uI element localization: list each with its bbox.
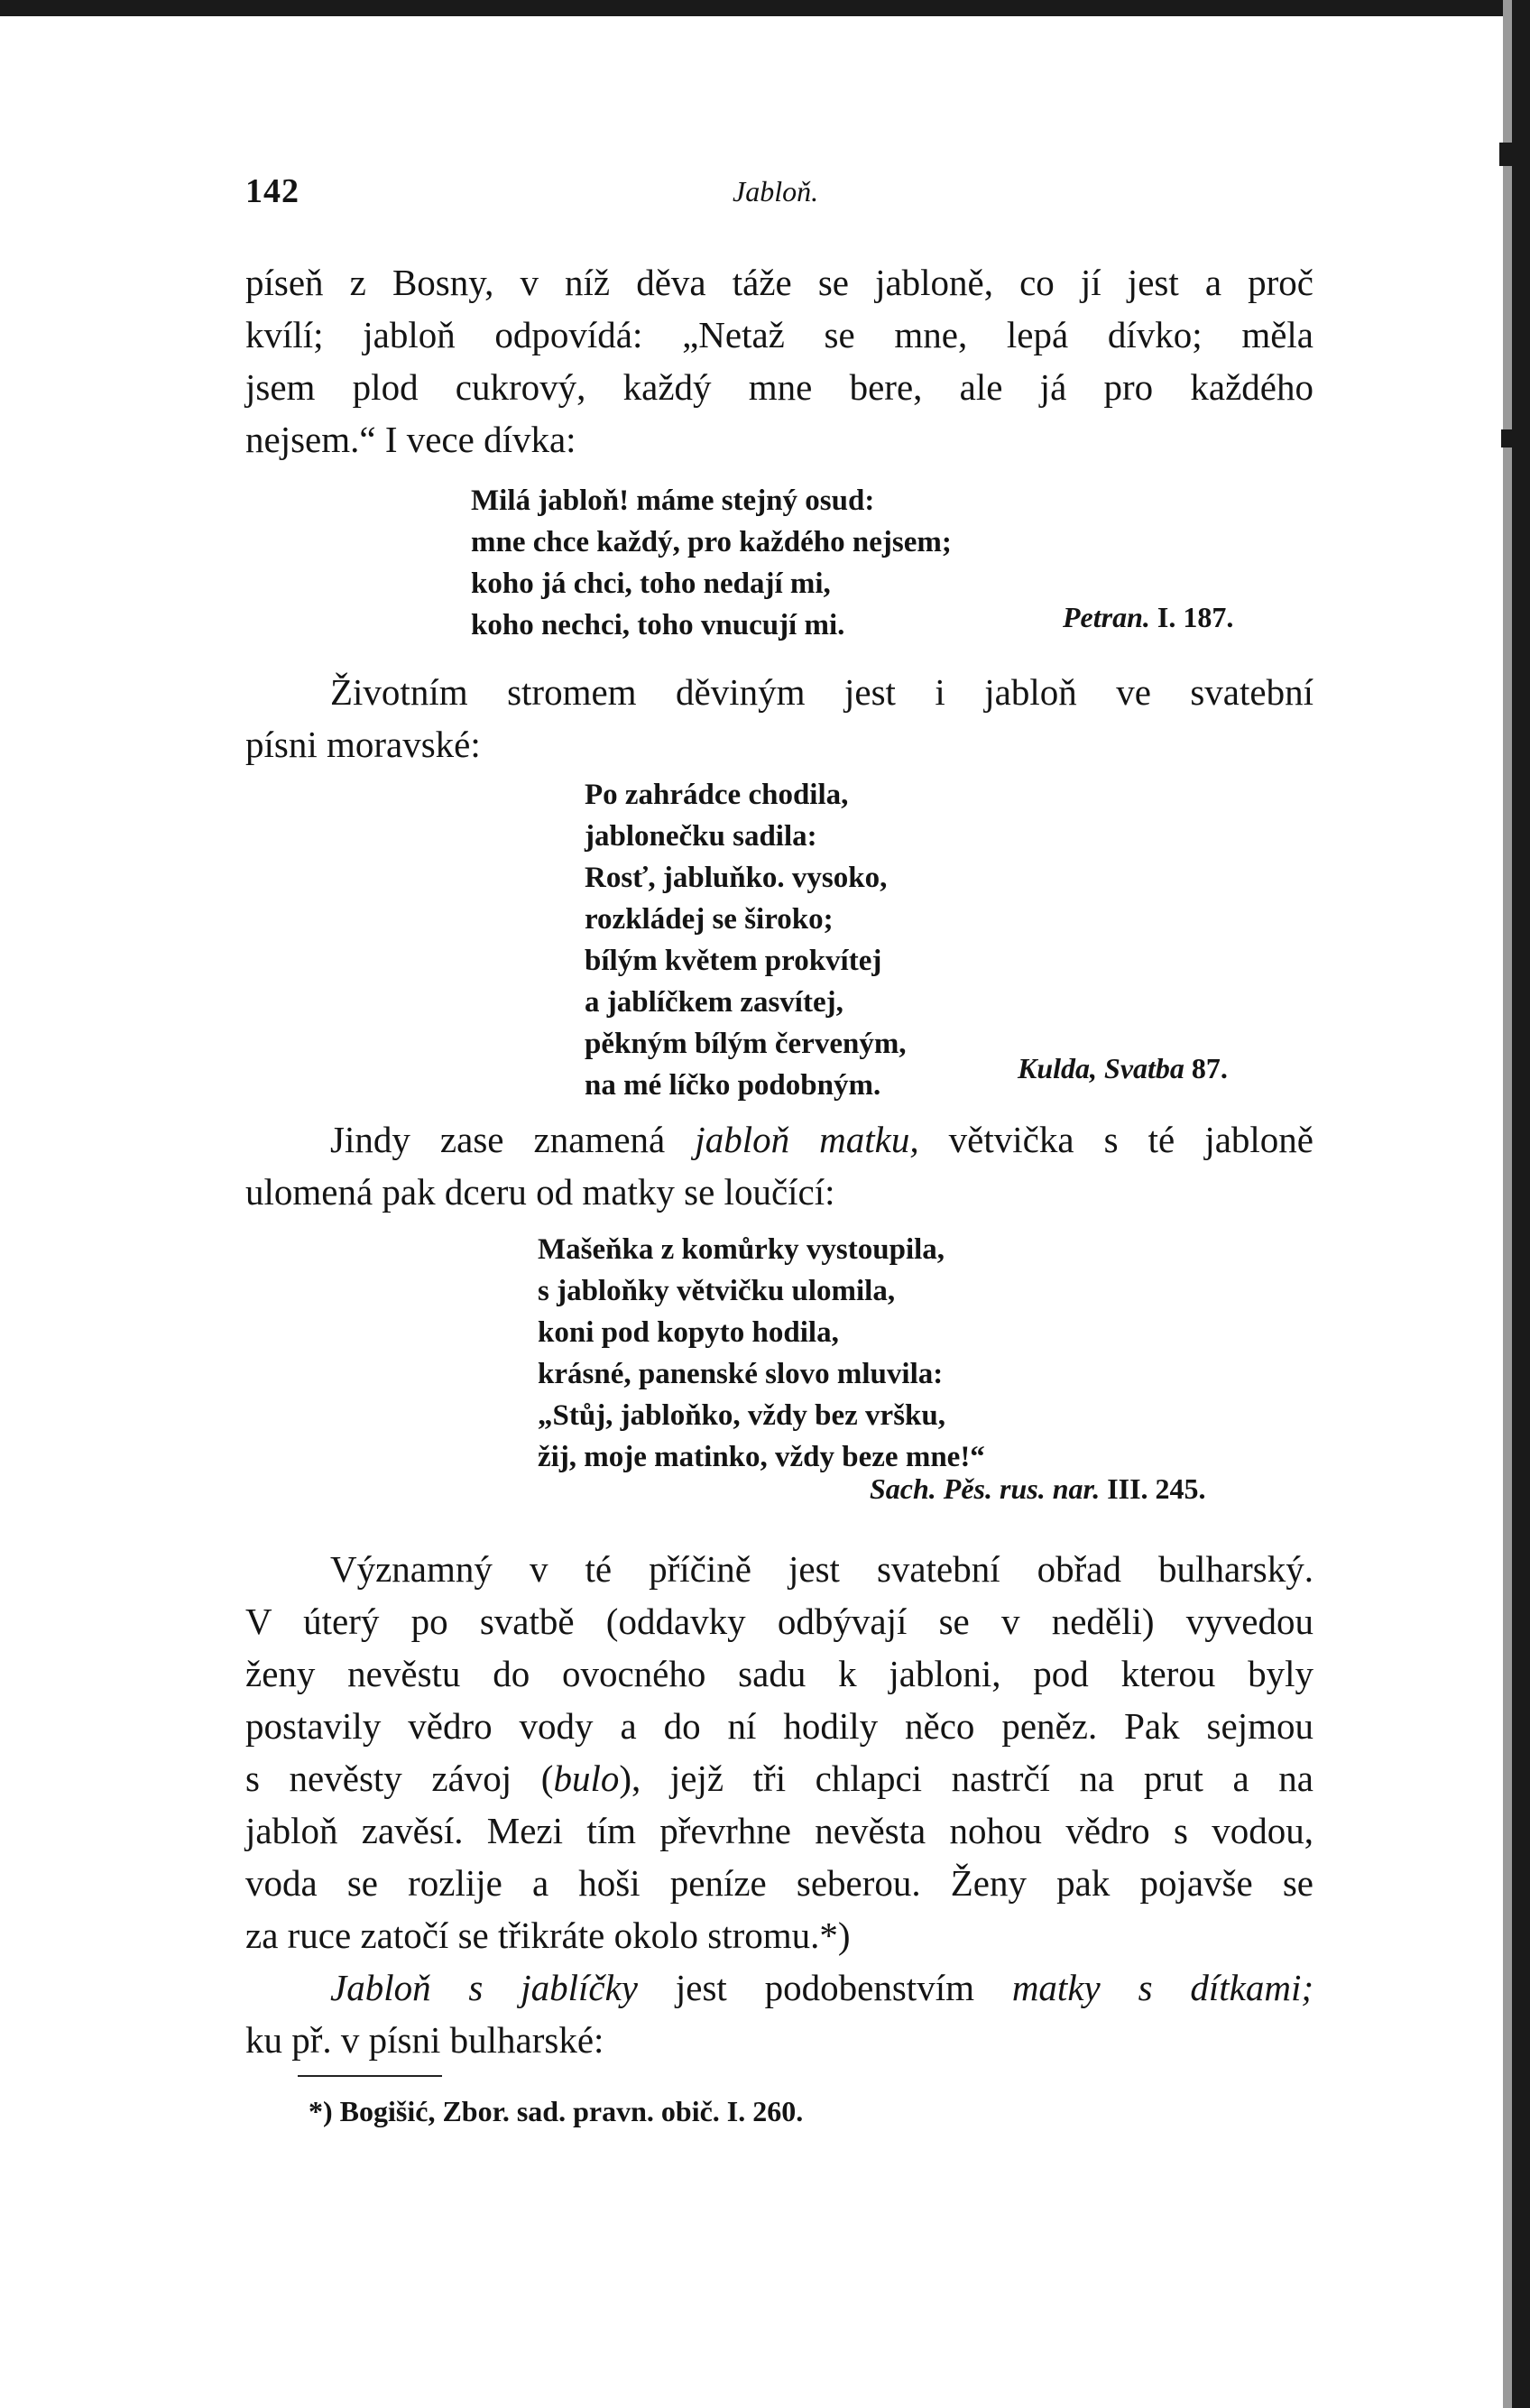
verse-line: s jabloňky větvičku ulomila, xyxy=(538,1275,896,1307)
text-line: Jindy zase znamená jabloň matku, větvička s té jabloně xyxy=(330,1119,1313,1160)
paragraph-3 xyxy=(245,1113,1313,1218)
verse-line: žij, moje matinko, vždy beze mne!“ xyxy=(538,1441,985,1473)
paragraph-2 xyxy=(245,666,1313,770)
text-line: V úterý po svatbě (oddavky odbývají se v neděli) vyvedou xyxy=(245,1601,1313,1642)
verse-line: koho nechci, toho vnucují mi. xyxy=(471,609,845,641)
text-line: ženy nevěstu do ovocného sadu k jabloni, pod kterou byly xyxy=(245,1653,1313,1694)
verse-line: a jablíčkem zasvítej, xyxy=(585,986,843,1019)
text-line: nejsem.“ I vece dívka: xyxy=(245,419,576,460)
verse-line: jablonečku sadila: xyxy=(585,820,817,853)
text-line: Jabloň s jablíčky jest podobenstvím matky s dítkami; xyxy=(330,1967,1314,2008)
text-line: postavily vědro vody a do ní hodily něco peněz. Pak sejmou xyxy=(245,1705,1313,1747)
verse-line: pěkným bílým červeným, xyxy=(585,1028,907,1060)
verse-2 xyxy=(585,774,907,1106)
text-line: písni moravské: xyxy=(245,724,481,765)
running-title: Jabloň. xyxy=(733,175,819,208)
text-line: ulomená pak dceru od matky se loučící: xyxy=(245,1171,835,1213)
verse-line: Rosť, jabluňko. vysoko, xyxy=(585,862,888,894)
text-line: ku př. v písni bulharské: xyxy=(245,2019,604,2061)
footnote-rule xyxy=(298,2075,442,2077)
text-line: píseň z Bosny, v níž děva táže se jabloně, co jí jest a proč xyxy=(245,262,1313,303)
verse-line: Po zahrádce chodila, xyxy=(585,779,849,811)
verse-line: mne chce každý, pro každého nejsem; xyxy=(471,526,952,558)
text-line: jsem plod cukrový, každý mne bere, ale já pro každého xyxy=(245,366,1313,408)
paragraph-1 xyxy=(245,256,1313,466)
text-line: Životním stromem děviným jest i jabloň ve svatební xyxy=(330,671,1313,713)
page-number: 142 xyxy=(245,172,300,210)
text-line: s nevěsty závoj (bulo), jejž tři chlapci nastrčí na prut a na xyxy=(245,1758,1313,1799)
verse-line: krásné, panenské slovo mluvila: xyxy=(538,1358,944,1390)
verse-line: rozkládej se široko; xyxy=(585,903,834,936)
verse-line: koni pod kopyto hodila, xyxy=(538,1316,839,1349)
verse-line: koho já chci, toho nedají mi, xyxy=(471,567,831,600)
verse-line: „Stůj, jabloňko, vždy bez vršku, xyxy=(538,1399,945,1432)
text-line: za ruce zatočí se třikráte okolo stromu.*) xyxy=(245,1914,851,1956)
verse-3-source: Sach. Pěs. rus. nar. III. 245. xyxy=(870,1472,1206,1505)
verse-line: Milá jabloň! máme stejný osud: xyxy=(471,484,875,517)
text-line: Významný v té příčině jest svatební obřad bulharský. xyxy=(330,1548,1313,1590)
paragraph-4 xyxy=(245,1543,1313,1961)
footnote: *) Bogišić, Zbor. sad. pravn. obič. I. 260. xyxy=(309,2095,804,2127)
verse-1 xyxy=(471,480,952,646)
text-line: kvílí; jabloň odpovídá: „Netaž se mne, lepá dívko; měla xyxy=(245,314,1313,355)
text-line: voda se rozlije a hoši peníze seberou. Ženy pak pojavše se xyxy=(245,1862,1313,1904)
verse-line: na mé líčko podobným. xyxy=(585,1069,881,1102)
verse-line: bílým květem prokvítej xyxy=(585,945,882,977)
paragraph-5 xyxy=(245,1961,1313,2066)
text-line: jabloň zavěsí. Mezi tím převrhne nevěsta nohou vědro s vodou, xyxy=(245,1810,1313,1851)
verse-2-source: Kulda, Svatba 87. xyxy=(1018,1052,1228,1084)
verse-1-source: Petran. I. 187. xyxy=(1063,601,1234,633)
verse-line: Mašeňka z komůrky vystoupila, xyxy=(538,1233,945,1266)
page-header xyxy=(245,171,1319,217)
verse-3 xyxy=(538,1229,985,1478)
